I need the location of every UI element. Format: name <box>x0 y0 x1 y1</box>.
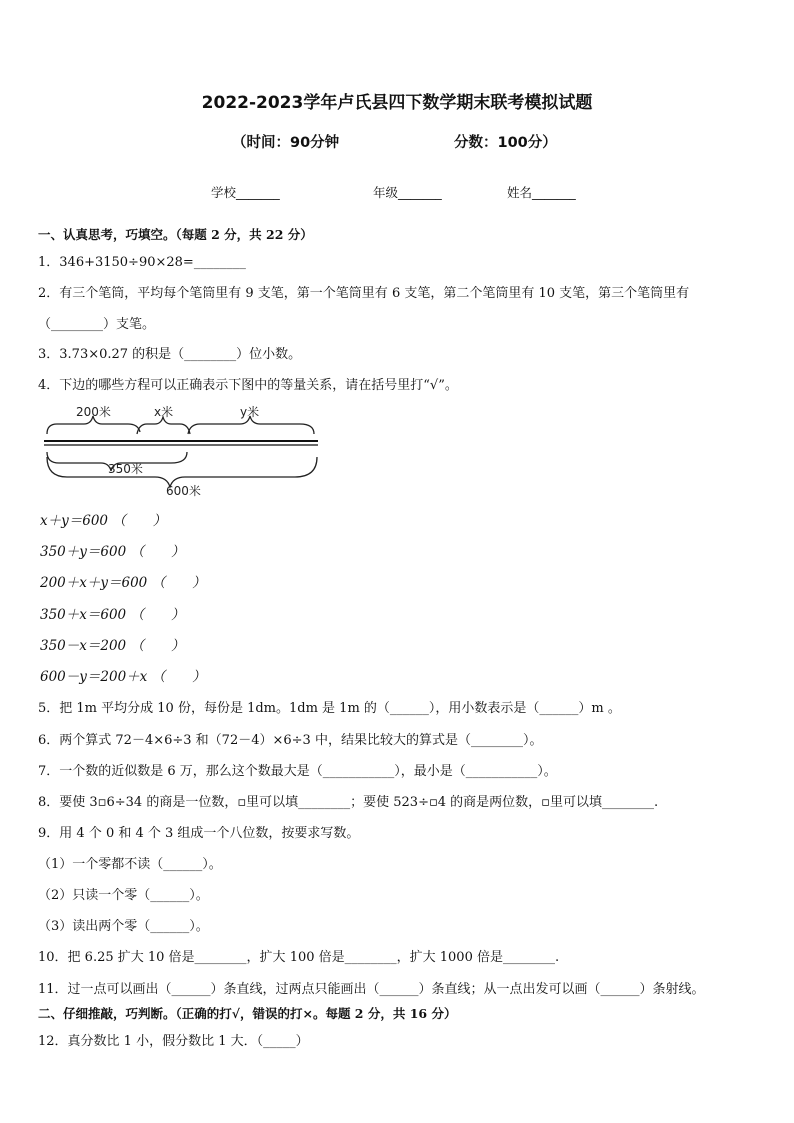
equation-2: 350＋y＝600 （ ） <box>40 544 185 560</box>
question-2-cont: （________）支笔。 <box>38 317 156 332</box>
question-10: 10．把 6.25 扩大 10 倍是________，扩大 100 倍是________，扩大 1000 倍是________. <box>38 950 560 965</box>
question-2: 2．有三个笔筒，平均每个笔筒里有 9 支笔，第一个笔筒里有 6 支笔，第二个笔筒里有 10 支笔，第三个笔筒里有 <box>38 286 690 301</box>
equation-5: 350－x＝200 （ ） <box>40 638 185 654</box>
school-field: 学校_______ <box>211 185 280 200</box>
total-score: 分数：100分） <box>454 135 557 151</box>
question-9-2: （2）只读一个零（______）。 <box>38 888 209 903</box>
segment-diagram <box>42 403 322 499</box>
equation-1: x＋y＝600 （ ） <box>40 513 167 529</box>
question-8: 8．要使 3▫6÷34 的商是一位数，▫里可以填________；要使 523÷▫4 的商是两位数，▫里可以填________. <box>38 795 659 810</box>
question-1: 1．346+3150÷90×28=________ <box>38 255 246 270</box>
page-title: 2022-2023学年卢氏县四下数学期末联考模拟试题 <box>201 93 593 113</box>
equation-4: 350＋x＝600 （ ） <box>40 607 185 623</box>
label-y: y米 <box>240 405 260 419</box>
question-11: 11．过一点可以画出（______）条直线，过两点只能画出（______）条直线；从一点出发可以画（______）条射线。 <box>38 982 705 997</box>
question-3: 3．3.73×0.27 的积是（________）位小数。 <box>38 347 302 362</box>
label-200: 200米 <box>76 405 111 419</box>
question-5: 5．把 1m 平均分成 10 份，每份是 1dm。1dm 是 1m 的（______），用小数表示是（______）m 。 <box>38 701 621 716</box>
label-600: 600米 <box>166 484 201 498</box>
question-9-1: （1）一个零都不读（______）。 <box>38 857 222 872</box>
question-12: 12．真分数比 1 小，假分数比 1 大．（_____） <box>38 1034 309 1049</box>
question-9-3: （3）读出两个零（______）。 <box>38 919 209 934</box>
grade-field: 年级_______ <box>373 185 442 200</box>
question-6: 6．两个算式 72－4×6÷3 和（72－4）×6÷3 中，结果比较大的算式是（________）。 <box>38 733 543 748</box>
label-x: x米 <box>154 405 174 419</box>
section-heading: 一、认真思考，巧填空。（每题 2 分，共 22 分） <box>38 227 313 242</box>
question-9: 9．用 4 个 0 和 4 个 3 组成一个八位数，按要求写数。 <box>38 826 360 841</box>
time-limit: （时间：90分钟 <box>232 135 340 151</box>
question-7: 7．一个数的近似数是 6 万，那么这个数最大是（___________），最小是（___________）。 <box>38 764 557 779</box>
label-350: 350米 <box>108 462 143 476</box>
equation-6: 600－y＝200＋x （ ） <box>40 669 206 685</box>
section-heading-2: 二、仔细推敲，巧判断。（正确的打√，错误的打×。每题 2 分，共 16 分） <box>38 1006 457 1021</box>
equation-3: 200＋x＋y＝600 （ ） <box>40 575 206 591</box>
question-4: 4．下边的哪些方程可以正确表示下图中的等量关系，请在括号里打“√”。 <box>38 378 458 393</box>
name-field: 姓名_______ <box>507 185 576 200</box>
